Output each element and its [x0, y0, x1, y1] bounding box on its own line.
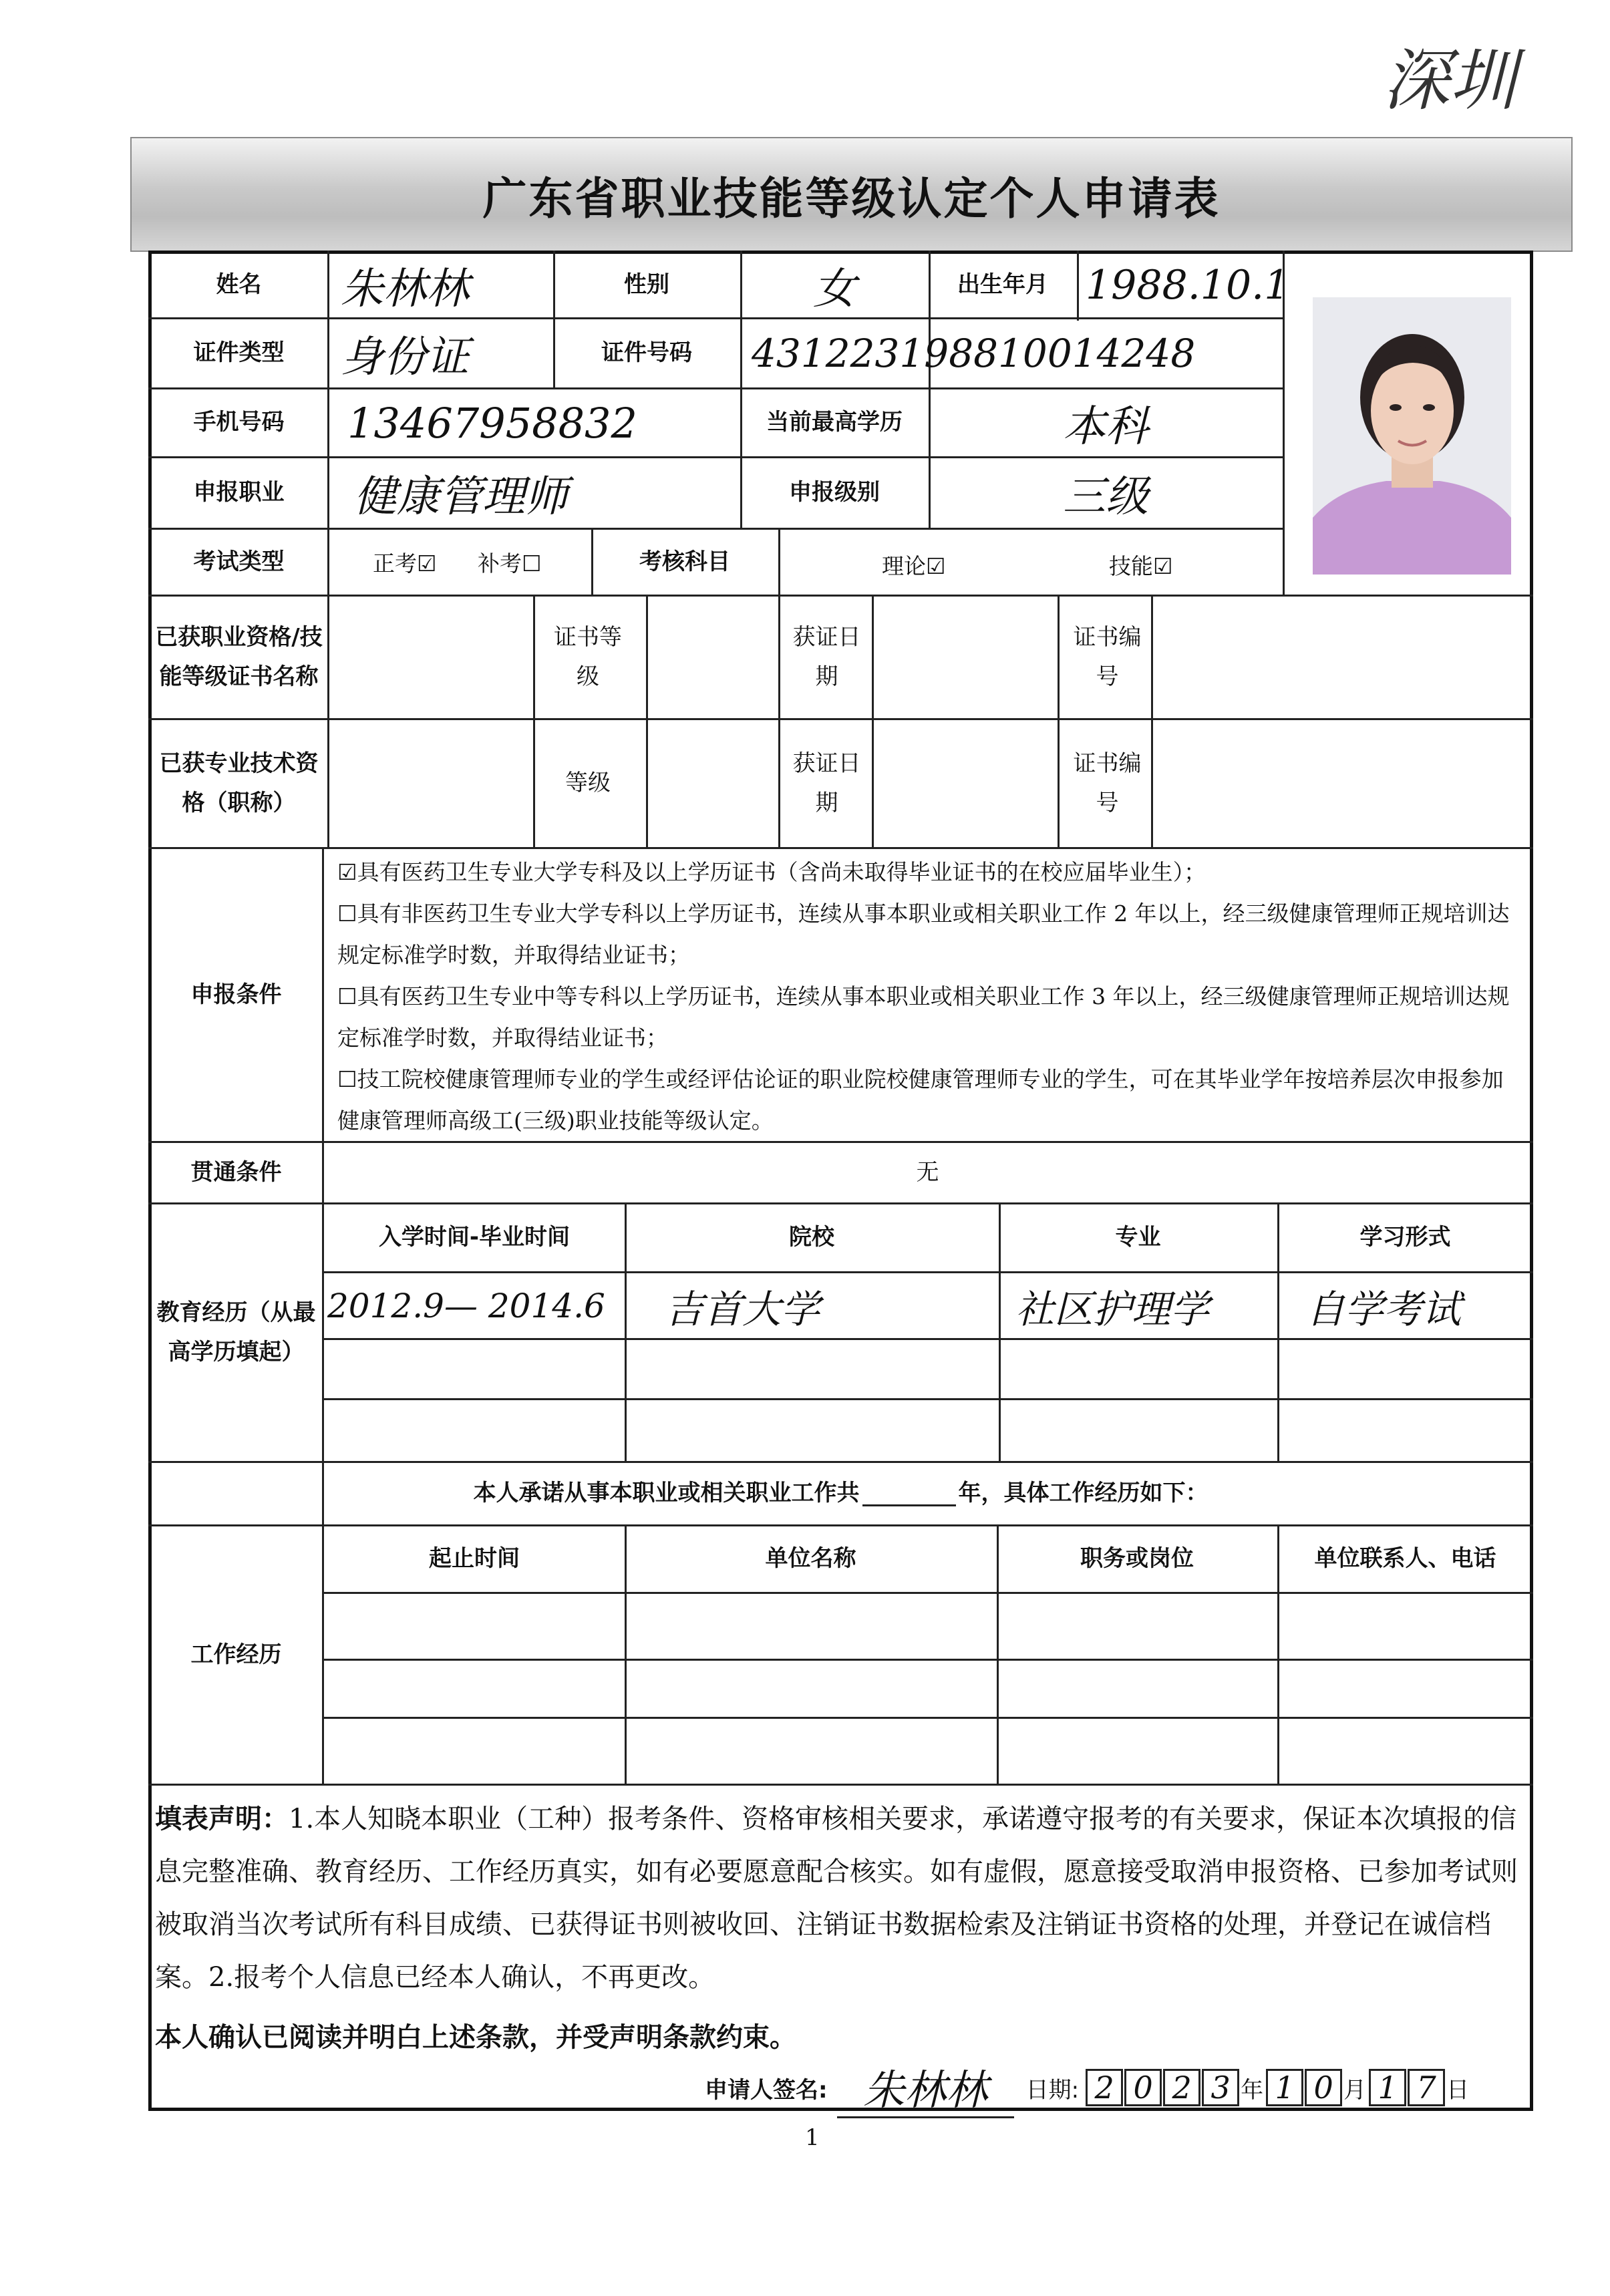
col-line [778, 595, 780, 847]
condition-2[interactable]: ☐具有非医药卫生专业大学专科以上学历证书，连续从事本职业或相关职业工作 2 年以上，经三级健康管理师正规培训达规定标准学时数，并取得结业证书； [337, 900, 1510, 968]
col-line [646, 595, 648, 847]
label-cert-no: 证书编号 [1073, 623, 1142, 690]
col-line [778, 528, 780, 595]
col-line [872, 595, 874, 847]
edu-header-school: 院校 [789, 1224, 834, 1251]
signature-row [705, 2064, 1470, 2114]
label-title-qual: 已获专业技术资格（职称） [159, 750, 319, 816]
applicant-occupation: 健康管理师 [354, 472, 568, 522]
exam-regular-checkbox[interactable]: 正考☑ [373, 550, 437, 577]
col-line [1077, 251, 1079, 321]
applicant-birth: 1988.10.1 [1086, 261, 1290, 309]
label-cert-name: 已获职业资格/技能等级证书名称 [155, 623, 323, 690]
work-header-contact: 单位联系人、电话 [1314, 1545, 1496, 1573]
condition-1[interactable]: ☑具有医药卫生专业大学专科及以上学历证书（含尚未取得毕业证书的在校应届毕业生）； [337, 859, 1206, 885]
label-name: 姓名 [216, 271, 262, 298]
edu-header-period: 入学时间-毕业时间 [378, 1224, 571, 1251]
applicant-name: 朱林林 [341, 264, 469, 314]
row-line [322, 1338, 1533, 1340]
applicant-phone: 13467958832 [347, 398, 637, 448]
commitment-years-blank[interactable] [862, 1482, 956, 1506]
label-occupation: 申报职业 [193, 479, 285, 506]
row-line [322, 1717, 1533, 1719]
label-level: 申报级别 [789, 479, 880, 506]
col-line [327, 251, 329, 847]
year-digit[interactable]: 2 [1163, 2069, 1200, 2106]
label-grade: 等级 [565, 770, 611, 797]
applicant-photo [1313, 297, 1511, 575]
applicant-education: 本科 [1063, 402, 1148, 452]
work-header-period: 起止时间 [429, 1545, 520, 1573]
month-digit[interactable]: 1 [1266, 2069, 1303, 2106]
label-id-number: 证件号码 [601, 339, 692, 367]
row-line [322, 1659, 1533, 1661]
year-unit: 年 [1241, 2076, 1264, 2104]
portrait-image [1313, 297, 1511, 575]
subject-theory-checkbox[interactable]: 理论☑ [882, 553, 946, 579]
work-header-employer: 单位名称 [765, 1545, 856, 1573]
label-issue-date: 获证日期 [792, 623, 861, 690]
signature-value: 朱林林 [837, 2057, 1014, 2118]
row-line [322, 1398, 1533, 1400]
label-issue-date-2: 获证日期 [792, 750, 861, 816]
work-header-position: 职务或岗位 [1080, 1545, 1194, 1573]
row-line [322, 1592, 1533, 1594]
form-title: 广东省职业技能等级认定个人申请表 [482, 172, 1221, 224]
commitment-before: 本人承诺从事本职业或相关职业工作共 [473, 1480, 860, 1507]
declaration-heading: 填表声明： [155, 1804, 289, 1834]
label-exam-subjects: 考核科目 [639, 548, 730, 575]
applicant-id-number: 431223198810014248 [752, 331, 1196, 376]
label-cert-no-2: 证书编号 [1073, 750, 1142, 816]
applicant-id-type: 身份证 [341, 333, 469, 382]
col-line [322, 847, 324, 1784]
edu-header-major: 专业 [1115, 1224, 1161, 1251]
col-line [1151, 595, 1153, 847]
applicant-gender: 女 [813, 264, 856, 314]
label-cert-level: 证书等级 [554, 623, 622, 690]
commitment-after: 年，具体工作经历如下： [958, 1480, 1209, 1507]
label-conditions: 申报条件 [190, 981, 282, 1008]
exam-retake-checkbox[interactable]: 补考☐ [478, 550, 542, 577]
edu-mode: 自学考试 [1306, 1286, 1462, 1332]
condition-4[interactable]: ☐技工院校健康管理师专业的学生或经评估论证的职业院校健康管理师专业的学生，可在其毕业学年按培养层次申报参加健康管理师高级工(三级)职业技能等级认定。 [337, 1066, 1504, 1134]
applicant-level: 三级 [1063, 472, 1148, 522]
declaration-confirm: 本人确认已阅读并明白上述条款，并受声明条款约束。 [155, 2021, 796, 2053]
month-unit: 月 [1343, 2076, 1367, 2104]
region-note: 深圳 [1383, 41, 1516, 120]
page-number: 1 [805, 2124, 820, 2151]
year-digit[interactable]: 3 [1202, 2069, 1239, 2106]
day-digit[interactable]: 1 [1369, 2069, 1406, 2106]
month-digit[interactable]: 0 [1305, 2069, 1342, 2106]
label-work-history: 工作经历 [190, 1641, 282, 1668]
col-line [1058, 595, 1060, 847]
edu-period: 2012.9— 2014.6 [327, 1286, 605, 1325]
label-through: 贯通条件 [190, 1158, 282, 1186]
row-line [148, 847, 1533, 849]
row-line [148, 1784, 1533, 1786]
work-commitment [148, 1463, 1533, 1524]
edu-major: 社区护理学 [1015, 1286, 1210, 1332]
declaration-text [155, 1793, 1524, 2004]
subject-skill-checkbox[interactable]: 技能☑ [1109, 553, 1173, 579]
label-gender: 性别 [624, 271, 669, 298]
col-line [533, 595, 535, 847]
form-title-band [130, 137, 1573, 252]
declaration-body: 1.本人知晓本职业（工种）报考条件、资格审核相关要求，承诺遵守报考的有关要求，保证本次填报的信息完整准确、教育经历、工作经历真实，如有必要愿意配合核实。如有虚假，愿意接受取消申报资格、已参加考试则被取消当次考试所有科目成绩、已获得证书则被收回、注销证书数据检索及注销证书资格的处理，并登记在诚信档案。2.报考个人信息已经本人确认，不再更改。 [155, 1804, 1518, 1993]
signature-label: 申请人签名: [705, 2076, 828, 2104]
label-phone: 手机号码 [193, 409, 285, 436]
label-exam-type: 考试类型 [193, 548, 285, 575]
day-unit: 日 [1446, 2076, 1470, 2104]
year-digit[interactable]: 0 [1124, 2069, 1162, 2106]
edu-header-mode: 学习形式 [1359, 1224, 1451, 1251]
label-edu-history: 教育经历（从最高学历填起） [156, 1299, 316, 1365]
date-label: 日期: [1025, 2076, 1080, 2104]
year-digit[interactable]: 2 [1086, 2069, 1123, 2106]
label-id-type: 证件类型 [193, 339, 285, 367]
day-digit[interactable]: 7 [1408, 2069, 1445, 2106]
condition-3[interactable]: ☐具有医药卫生专业中等专科以上学历证书，连续从事本职业或相关职业工作 3 年以上，经三级健康管理师正规培训达规定标准学时数，并取得结业证书； [337, 983, 1510, 1051]
label-birth: 出生年月 [957, 271, 1048, 298]
through-value: 无 [916, 1158, 939, 1186]
edu-school: 吉首大学 [665, 1286, 820, 1332]
label-education: 当前最高学历 [766, 409, 903, 436]
